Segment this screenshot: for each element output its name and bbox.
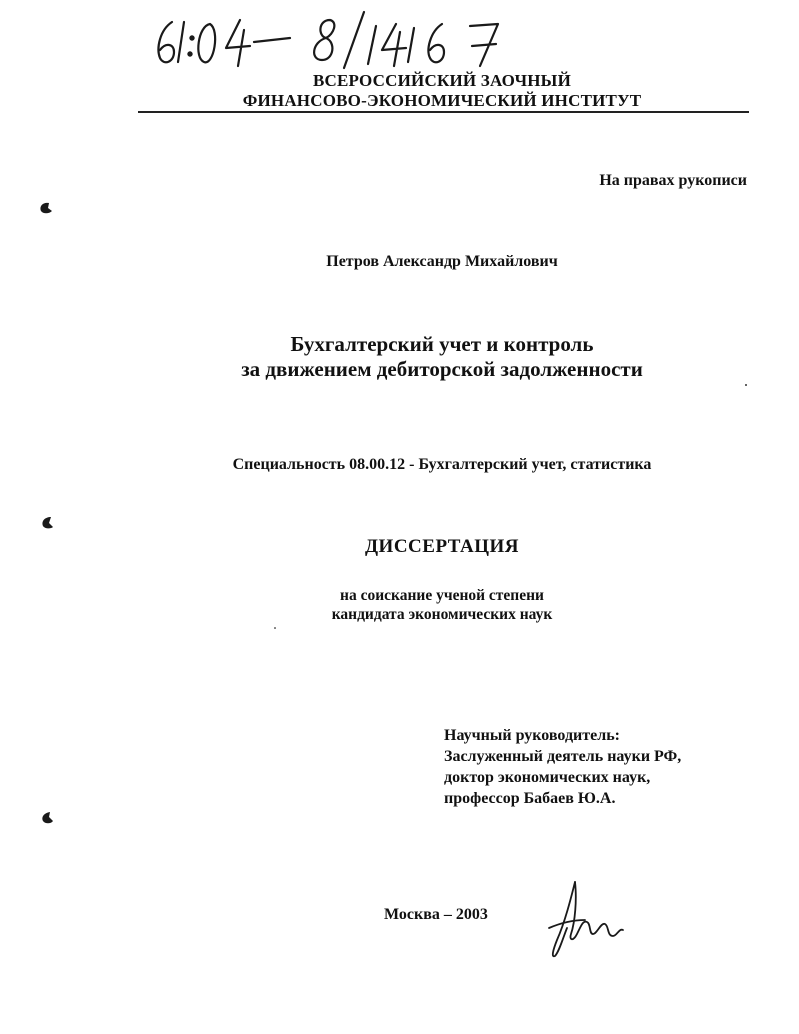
institution-name-line-2: ФИНАНСОВО-ЭКОНОМИЧЕСКИЙ ИНСТИТУТ (242, 91, 642, 110)
degree-line-2: кандидата экономических наук (331, 606, 553, 623)
header-divider (138, 111, 749, 113)
thesis-title-line-2: за движением дебиторской задолженности (241, 357, 643, 381)
scan-speck (274, 627, 276, 629)
author-name: Петров Александр Михайлович (326, 253, 558, 270)
handwritten-archive-code (150, 8, 530, 70)
binding-mark (38, 201, 54, 215)
city-and-year: Москва – 2003 (384, 906, 488, 923)
document-type-heading: ДИССЕРТАЦИЯ (364, 536, 520, 557)
handwritten-signature (545, 878, 645, 964)
supervisor-name: профессор Бабаев Ю.А. (444, 790, 616, 807)
supervisor-honor: Заслуженный деятель науки РФ, (444, 748, 682, 765)
manuscript-rights-note: На правах рукописи (599, 172, 747, 189)
binding-mark (40, 811, 56, 825)
specialty-line: Специальность 08.00.12 - Бухгалтерский учет, статистика (232, 456, 652, 473)
degree-line-1: на соискание ученой степени (340, 587, 544, 604)
binding-mark (40, 516, 56, 530)
scan-speck (745, 384, 747, 386)
supervisor-degree: доктор экономических наук, (444, 769, 651, 786)
institution-name-line-1: ВСЕРОССИЙСКИЙ ЗАОЧНЫЙ (313, 71, 571, 90)
supervisor-label: Научный руководитель: (444, 727, 620, 744)
thesis-title-line-1: Бухгалтерский учет и контроль (290, 332, 594, 356)
